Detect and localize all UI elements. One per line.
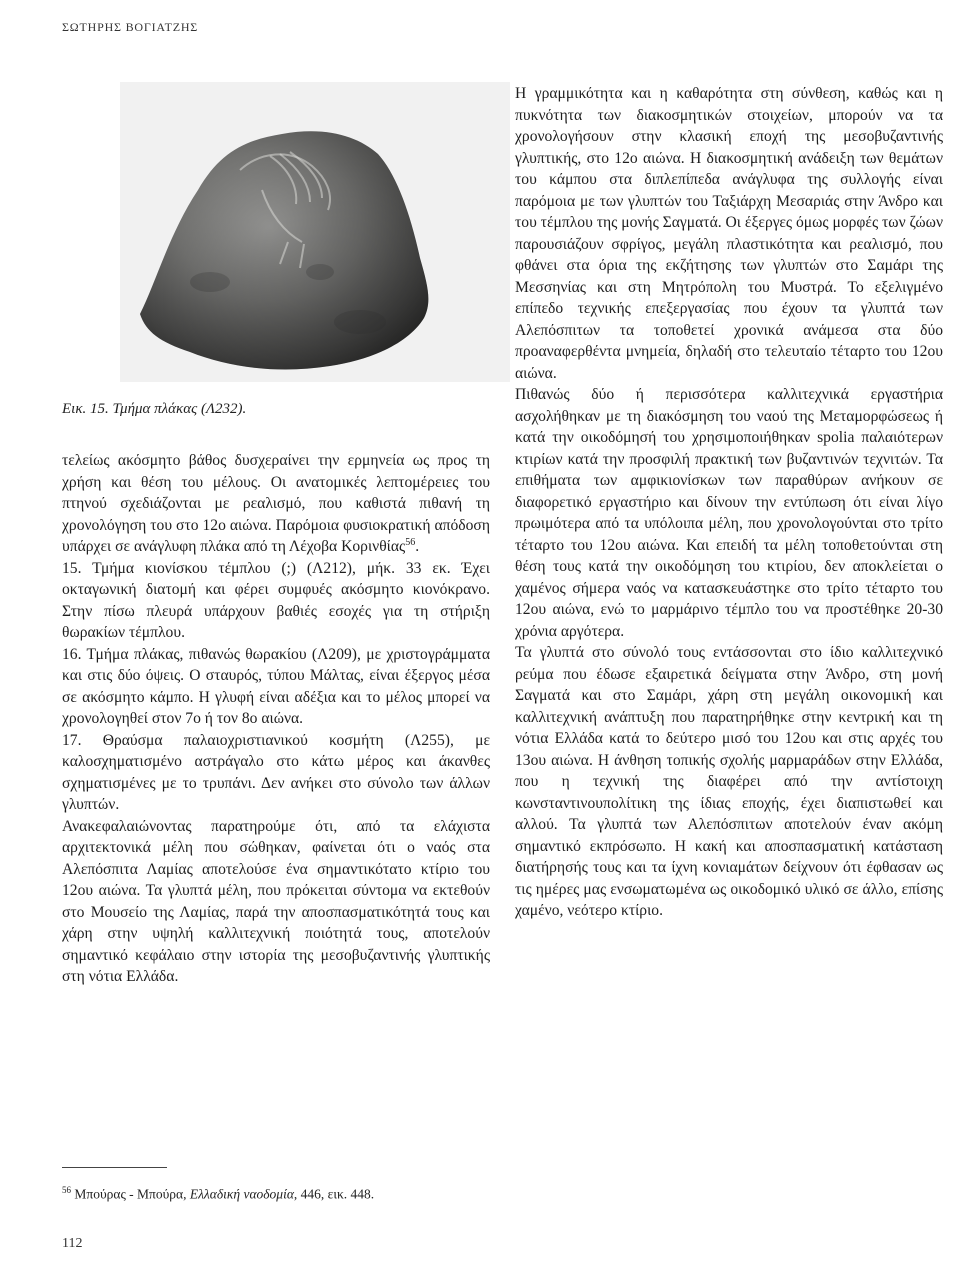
catalog-entry-16: 16. Τμήμα πλάκας, πιθανώς θωρακίου (Λ209), με χριστογράμματα και στις δύο όψεις. Ο σταυρός, τύπου Μάλτας, είναι έξεργος μέσα σε ακόσμητο κάμπο. Η γλυφή είναι αδέξια και το μέλος μπορεί να χρονολογηθεί στον 7ο ή τον 8ο αιώνα. bbox=[62, 645, 490, 727]
footnote-title: Ελλαδική ναοδομία bbox=[189, 1186, 294, 1202]
left-column bbox=[62, 450, 490, 988]
catalog-entry-17: 17. Θραύσμα παλαιοχριστιανικού κοσμήτη (Λ255), με καλοσχηματισμένο αστράγαλο στο κάτω μέρος και άκανθες σχηματισμένες με το τρυπάνι. Δεν ανήκει στο σύνολο των άλλων γλυπτών. bbox=[62, 731, 490, 813]
running-header: ΣΩΤΗΡΗΣ ΒΟΓΙΑΤΖΗΣ bbox=[62, 20, 199, 34]
paragraph: Η γραμμικότητα και η καθαρότητα στη σύνθεση, καθώς και η πυκνότητα των διακοσμητικών στοιχείων, μπορούν να τα χρονολογήσουν στην κλασική εποχή της μεσοβυζαντινής γλυπτικής, στο 12ο αιώνα. Η διακοσμητική ανάδειξη των θεμάτων του κάμπου στα διπλεπίπεδα ανάγλυφα της συλλογής είναι παρόμοια με των γλυπτών του Ταξιάρχη Μεσαριάς στην Άνδρο και του τέμπλου της μονής Σαγματά. Οι έξεργες όμως μορφές των ζώων παρουσιάζουν σφρίγος, μεγάλη πλαστικότητα και ρεαλισμό, που φθάνει στα όρια της εκζήτησης των γλυπτών στο Σαμάρι της Μεσσηνίας και στη Μητρόπολη του Μυστρά. Το εξελιγμένο επίπεδο τεχνικής επεξεργασίας που έχουν τα γλυπτά των Αλεπόσπιτων τα τοποθετεί χρονικά ανάμεσα στα δύο προαναφερθέντα μνημεία, δηλαδή στο τελευταίο τέταρτο του 12ου αιώνα. bbox=[515, 85, 943, 382]
conclusion-paragraph: Ανακεφαλαιώνοντας παρατηρούμε ότι, από τα ελάχιστα αρχιτεκτονικά μέλη που σώθηκαν, φαίνεται ότι ο ναός στα Αλεπόσπιτα Λαμίας αποτελούσε ένα σημαντικότατο κτίριο του 12ου αιώνα. Τα γλυπτά μέλη, που πρόκειται σύντομα να εκτεθούν στο Μουσείο της Λαμίας, παρά την αποσπασματικότητά τους και χάρη στην υψηλή καλλιτεχνική ποιότητά τους, αποτελούν σημαντικό κεφάλαιο στην ιστορία της μεσοβυζαντινής γλυπτικής στη νότια Ελλάδα. bbox=[62, 817, 490, 985]
footnote-reference[interactable]: 56 bbox=[405, 536, 416, 548]
footnote-divider bbox=[62, 1167, 167, 1168]
paragraph: τελείως ακόσμητο βάθος δυσχεραίνει την ερμηνεία ως προς τη χρήση και θέση του μέλους. Οι ανατομικές λεπτομέρειες του πτηνού σχεδιάζονται με ρεαλισμό, που καθιστά πιθανή τη χρονολόγηση του στο 12ο αιώνα. Παρόμοια φυσιοκρατική απόδοση υπάρχει σε ανάγλυφη πλάκα από τη Λέχοβα Κορινθίας$^{56}$. bbox=[62, 452, 490, 555]
catalog-entry-15: 15. Τμήμα κιονίσκου τέμπλου (;) (Λ212), μήκ. 33 εκ. Έχει οκταγωνική διατομή και φέρει συμφυές ακόσμητο κιονόκρανο. Στην πίσω πλευρά υπάρχουν βαθιές εσοχές για τη στήριξη θωρακίων τέμπλου. bbox=[62, 559, 490, 641]
paragraph: Τα γλυπτά στο σύνολό τους εντάσσονται στο ίδιο καλλιτεχνικό ρεύμα που έδωσε εξαιρετικά δείγματα στην Άνδρο, στη μονή Σαγματά και στο Σαμάρι, χάρη στη μεγάλη οικονομική και καλλιτεχνική ανάπτυξη που παρατηρήθηκε στην κεντρική και τη νότια Ελλάδα κατά το δεύτερο μισό του 12ου και στις αρχές του 13ου αιώνα. Η άνθηση τοπικής σχολής μαρμαράδων στην Ελλάδα, που η τεχνική της διαφέρει από την αντίστοιχη κωνσταντινουπολίτικη της ίδιας εποχής, έχει διαπιστωθεί και αλλού. Τα γλυπτά των Αλεπόσπιτων αποτελούν έναν ακόμη σημαντικό εκπρόσωπο. Η κακή και αποσπασματική κατάσταση διατήρησής τους και τα ίχνη κονιαμάτων δείχνουν ότι έφθασαν ως τις ημέρες μας ενσωματωμένα ως οικοδομικό υλικό σε άλλο, επίσης χαμένο, νεότερο κτίριο. bbox=[515, 644, 943, 919]
footnote bbox=[62, 1185, 374, 1203]
footnote-authors: Μπούρας - Μπούρα, bbox=[74, 1186, 190, 1202]
footnote-number: 56 bbox=[62, 1185, 71, 1195]
page-number: 112 bbox=[62, 1236, 83, 1251]
right-column bbox=[515, 83, 943, 922]
paragraph: Πιθανώς δύο ή περισσότερα καλλιτεχνικά εργαστήρια ασχολήθηκαν με τη διακόσμηση του ναού της Μεταμορφώσεως ή κατά την οικοδόμησή του χρησιμοποιήθηκαν spolia παλαιότερων κτιρίων κατά την προσφιλή πρακτική των βυζαντινών τεχνιτών. Τα επιθήματα των αμφικιονίσκων των παραθύρων ανήκουν σε διαφορετικό εργαστήριο και δίνουν την εντύπωση ότι είναι λίγο πρωιμότερα από τα υπόλοιπα μέλη, που χρονολογούνται στο τρίτο τέταρτο του 12ου αιώνα. Και επειδή τα μέλη τοποθετούνται στη θέση τους κατά την οικοδόμηση του κτιρίου, δεν αποκλείεται ο χαμένος σήμερα ναός να κατασκευάστηκε στο τρίτο τέταρτο του 12ου αιώνα, ενώ το μαρμάρινο τέμπλο του να προστέθηκε 20-30 χρόνια αργότερα. bbox=[515, 386, 943, 640]
footnote-rest: , 446, εικ. 448. bbox=[293, 1186, 375, 1202]
figure-caption: Εικ. 15. Τμήμα πλάκας (Λ232). bbox=[62, 401, 247, 417]
stone-slab-photo bbox=[120, 82, 510, 382]
